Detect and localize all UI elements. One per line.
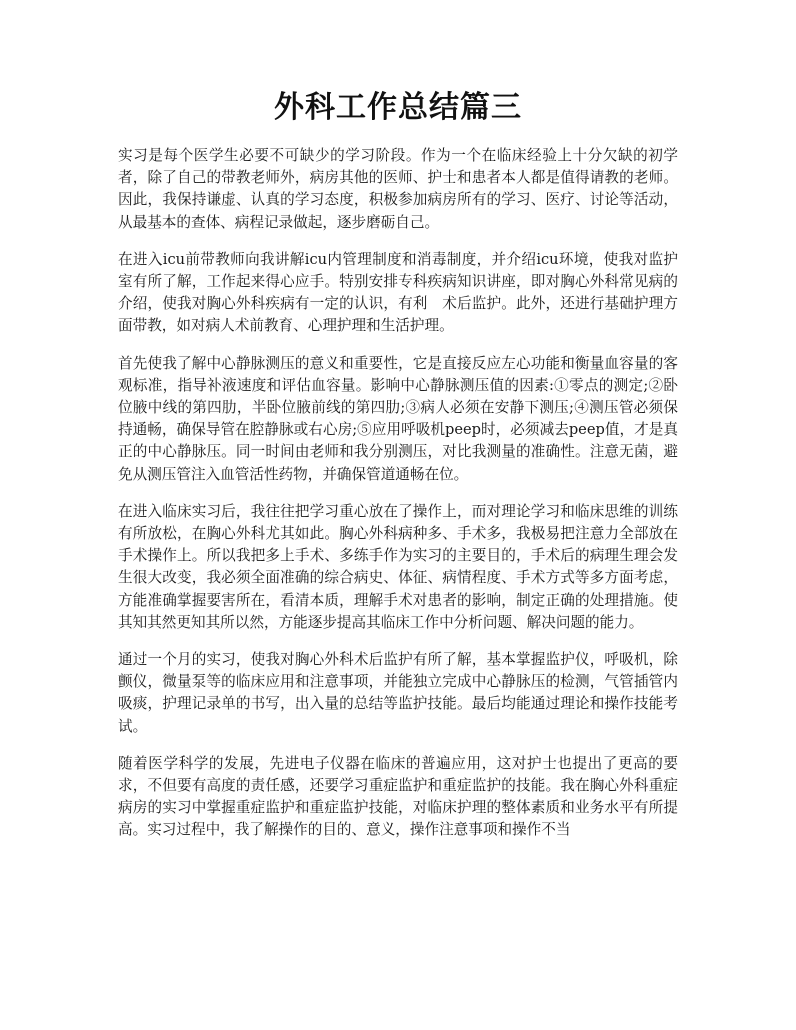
paragraph-1: 实习是每个医学生必要不可缺少的学习阶段。作为一个在临床经验上十分欠缺的初学者，除了自己的带教老师外，病房其他的医师、护士和患者本人都是值得请教的老师。因此，我保持谦虚、认真的学习态度，积极参加病房所有的学习、医疗、讨论等活动，从最基本的查体、病程记录做起，逐步磨砺自己。	[118, 147, 678, 231]
paragraph-3: 首先使我了解中心静脉测压的意义和重要性，它是直接反应左心功能和衡量血容量的客观标准，指导补液速度和评估血容量。影响中心静脉测压值的因素:①零点的测定;②卧位腋中线的第四肋，半卧位腋前线的第四肋;③病人必须在安静下测压;④测压管必须保持通畅，确保导管在腔静脉或右心房;⑤应用呼吸机peep时，必须减去peep值，才是真正的中心静脉压。同一时间由老师和我分别测压，对比我测量的准确性。注意无菌，避免从测压管注入血管活性药物，并确保管道通畅在位。	[118, 354, 678, 483]
paragraph-6: 随着医学科学的发展，先进电子仪器在临床的普遍应用，这对护士也提出了更高的要求，不但要有高度的责任感，还要学习重症监护和重症监护的技能。我在胸心外科重症病房的实习中掌握重症监护和重症监护技能，对临床护理的整体素质和业务水平有所提高。实习过程中，我了解操作的目的、意义，操作注意事项和操作不当	[118, 754, 678, 839]
document-title: 外科工作总结篇三	[274, 90, 522, 125]
paragraph-5: 通过一个月的实习，使我对胸心外科术后监护有所了解，基本掌握监护仪，呼吸机，除颤仪，微量泵等的临床应用和注意事项，并能独立完成中心静脉压的检测，气管插管内吸痰，护理记录单的书写，出入量的总结等监护技能。最后均能通过理论和操作技能考试。	[118, 651, 678, 735]
paragraph-4: 在进入临床实习后，我往往把学习重心放在了操作上，而对理论学习和临床思维的训练有所放松，在胸心外科尤其如此。胸心外科病种多、手术多，我极易把注意力全部放在手术操作上。所以我把多上手术、多练手作为实习的主要目的，手术后的病理生理会发生很大改变，我必须全面准确的综合病史、体征、病情程度、手术方式等多方面考虑，方能准确掌握要害所在，看清本质，理解手术对患者的影响，制定正确的处理措施。使其知其然更知其所以然，方能逐步提高其临床工作中分析问题、解决问题的能力。	[118, 502, 678, 631]
paragraph-2: 在进入icu前带教师向我讲解icu内管理制度和消毒制度，并介绍icu环境，使我对监护室有所了解，工作起来得心应手。特别安排专科疾病知识讲座，即对胸心外科常见病的介绍，使我对胸心外科疾病有一定的认识，有利 术后监护。此外，还进行基础护理方面带教，如对病人术前教育、心理护理和生活护理。	[118, 250, 678, 335]
document-body	[118, 145, 678, 857]
